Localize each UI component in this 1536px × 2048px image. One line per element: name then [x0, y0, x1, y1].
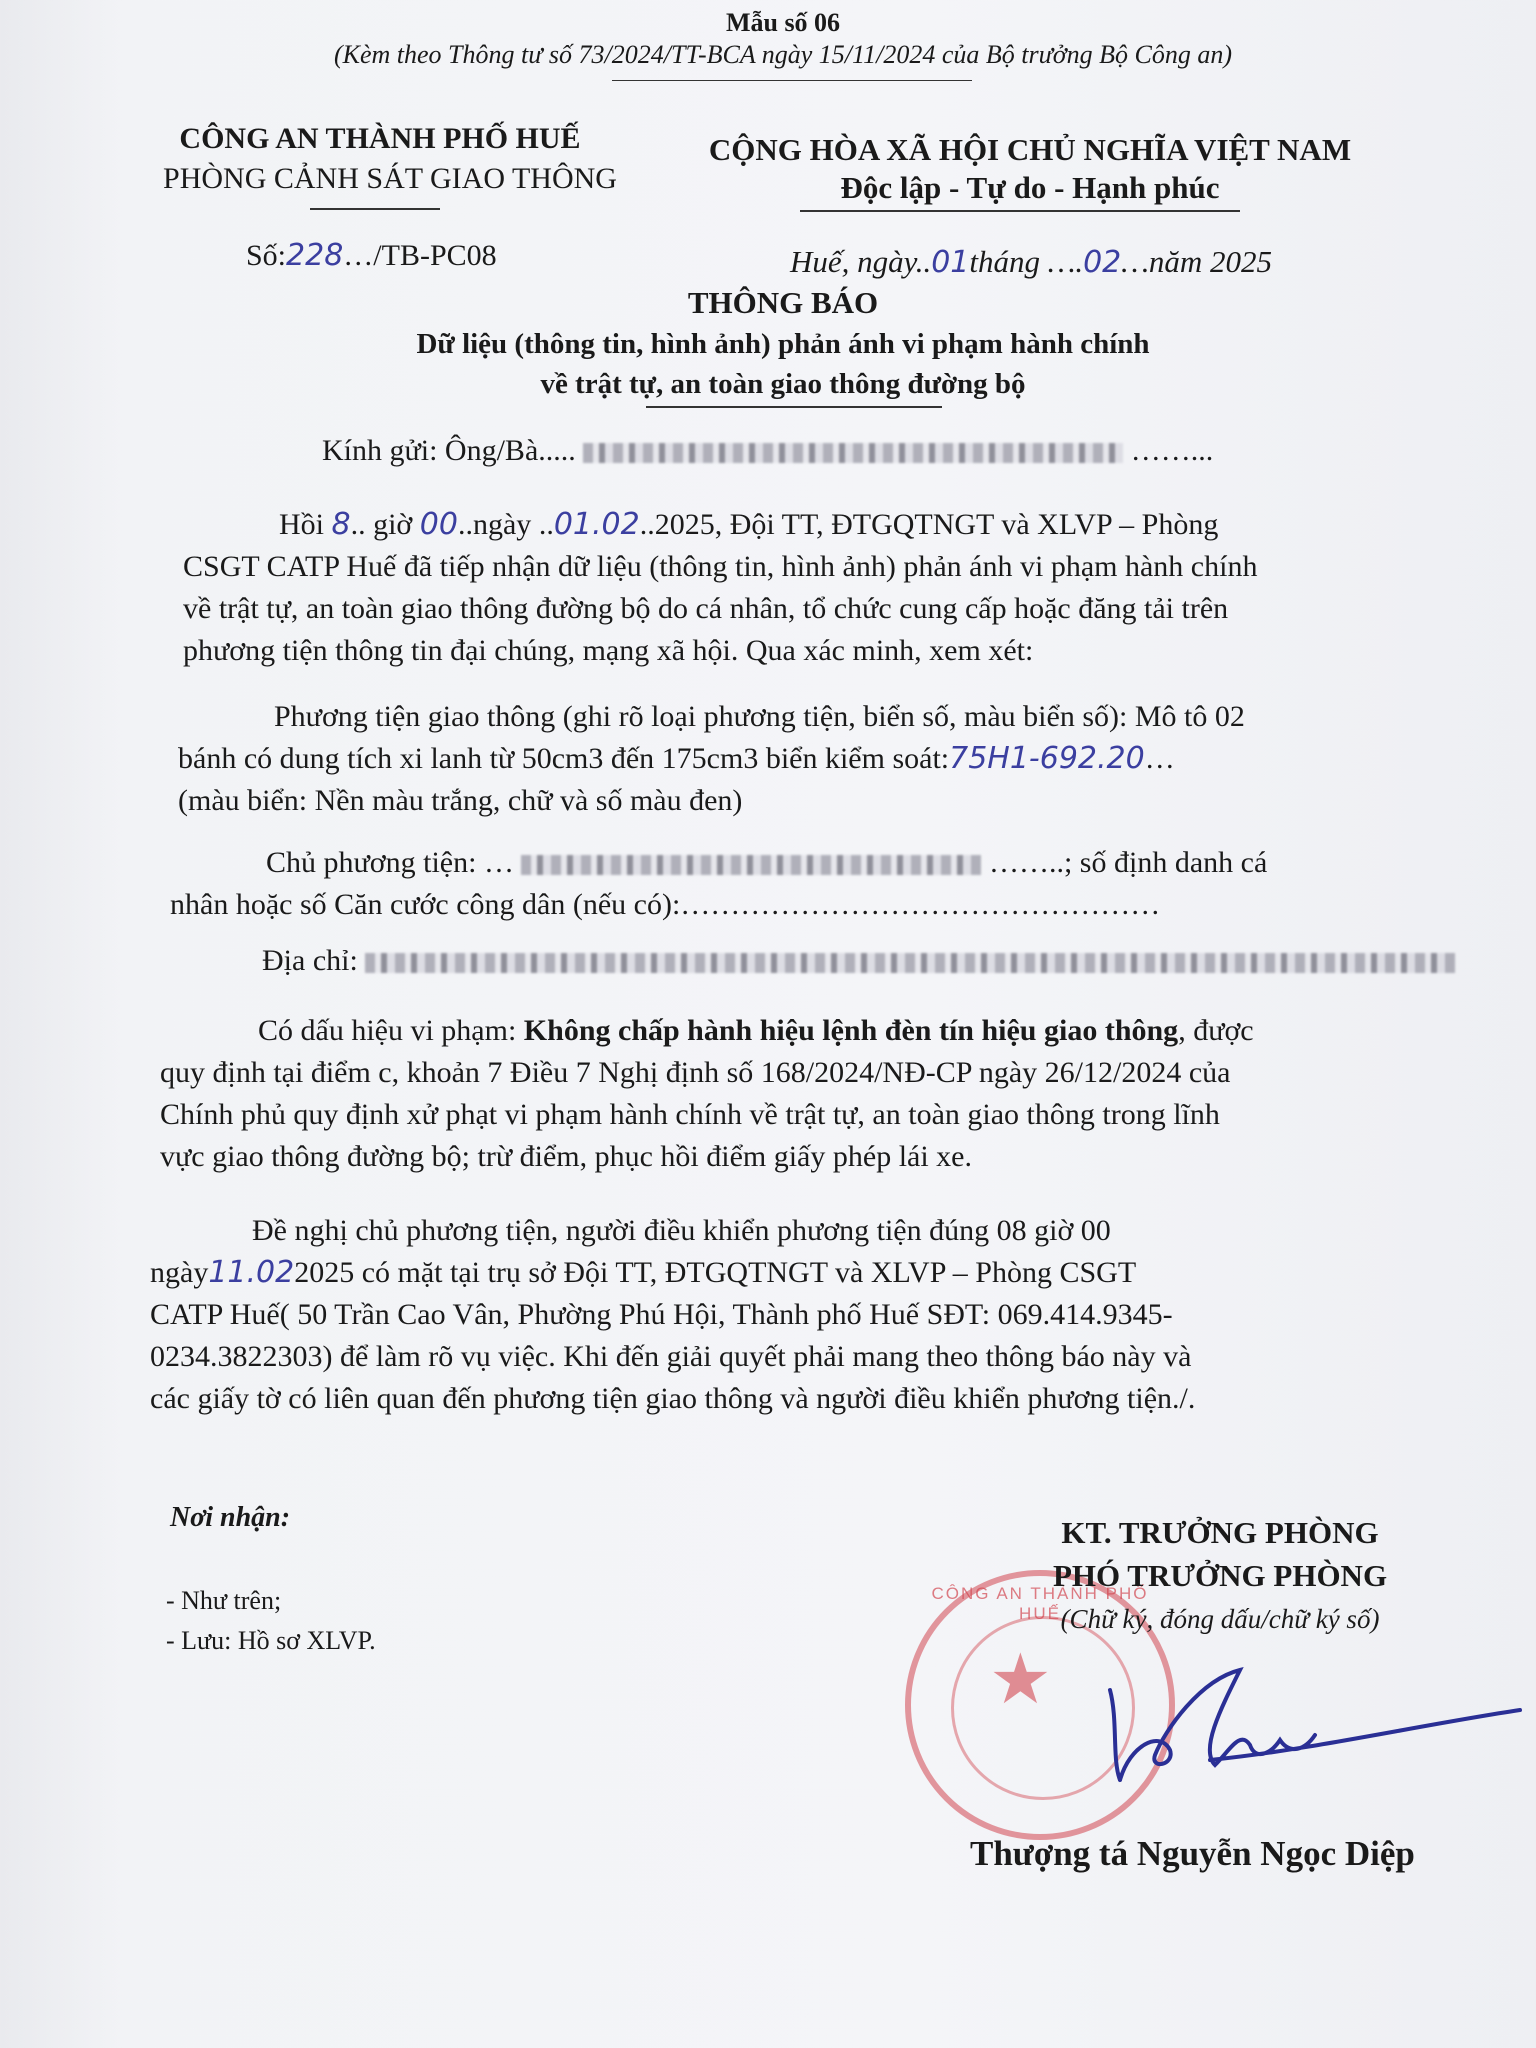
date-month: 02	[1083, 245, 1122, 280]
receivers-item-1: - Như trên;	[166, 1586, 282, 1615]
recipient-trail: ……...	[1130, 434, 1214, 467]
date-day: 01	[931, 245, 970, 280]
r-line1: Đề nghị chủ phương tiện, người điều khiển phương tiện đúng 08 giờ 00	[252, 1214, 1111, 1247]
date-part1: Huế, ngày	[790, 244, 916, 279]
p1-text-d: 2025, Đội TT, ĐTGQTNGT và XLVP – Phòng	[654, 508, 1219, 541]
doc-number-handwritten: 228	[286, 238, 344, 273]
nation-line1: CỘNG HÒA XÃ HỘI CHỦ NGHĨA VIỆT NAM	[708, 132, 1352, 167]
signer-line2: PHÓ TRƯỞNG PHÒNG	[1052, 1558, 1388, 1593]
violation-name: Không chấp hành hiệu lệnh đèn tín hiệu giao thông	[523, 1014, 1179, 1047]
r-text-a: ngày	[150, 1256, 209, 1289]
date-line: Huế, ngày..01tháng ….02…năm 2025	[790, 244, 1272, 280]
owner-line2: nhân hoặc số Căn cước công dân (nếu có):…………………………………………	[170, 888, 1161, 921]
owner-trail: ……..; số định danh cá	[988, 846, 1268, 879]
p2-line1: Phương tiện giao thông (ghi rõ loại phương tiện, biển số, màu biển số): Mô tô 02	[274, 700, 1245, 733]
license-plate: 75H1-692.20	[949, 741, 1145, 776]
paragraph-request	[150, 1210, 1410, 1420]
signer-line1: KT. TRƯỞNG PHÒNG	[1061, 1515, 1379, 1550]
receivers-heading: Nơi nhận:	[170, 1502, 291, 1533]
v-line4: vực giao thông đường bộ; trừ điểm, phục hồi điểm giấy phép lái xe.	[160, 1140, 972, 1173]
date-part2: tháng	[969, 244, 1041, 279]
r-line4: 0234.3822303) để làm rõ vụ việc. Khi đến giải quyết phải mang theo thông báo này và	[150, 1340, 1192, 1373]
v-line1	[160, 1010, 1400, 1052]
paragraph-violation	[160, 1010, 1400, 1178]
p1-line2: CSGT CATP Huế đã tiếp nhận dữ liệu (thông tin, hình ảnh) phản ánh vi phạm hành chính	[183, 550, 1258, 583]
owner-line1	[170, 842, 1380, 884]
doc-title: THÔNG BÁO	[687, 285, 879, 320]
title-underline	[646, 406, 942, 408]
v-line3: Chính phủ quy định xử phạt vi phạm hành chính về trật tự, an toàn giao thông trong lĩnh	[160, 1098, 1220, 1131]
r-line5: các giấy tờ có liên quan đến phương tiện giao thông và người điều khiển phương tiện./.	[150, 1382, 1196, 1415]
owner-label: Chủ phương tiện: …	[266, 846, 514, 879]
nation-underline	[800, 210, 1240, 212]
signer-note: (Chữ ký, đóng dấu/chữ ký số)	[1060, 1604, 1380, 1634]
recipient-line	[322, 434, 1213, 468]
p2-text: bánh có dung tích xi lanh từ 50cm3 đến 175cm3 biển kiểm soát:	[178, 742, 950, 775]
agency-line2: PHÒNG CẢNH SÁT GIAO THÔNG	[163, 162, 617, 195]
p1-hour: 8	[331, 507, 351, 542]
redacted-owner	[521, 855, 981, 875]
p1-date: 01.02	[553, 507, 640, 542]
redacted-recipient	[583, 443, 1123, 463]
form-number: Mẫu số 06	[725, 8, 841, 37]
date-part3: năm 2025	[1148, 244, 1272, 279]
doc-subtitle-1: Dữ liệu (thông tin, hình ảnh) phản ánh vi phạm hành chính	[416, 328, 1150, 360]
doc-number	[246, 238, 497, 273]
r-line3: CATP Huế( 50 Trần Cao Vân, Phường Phú Hội, Thành phố Huế SĐT: 069.414.9345-	[150, 1298, 1173, 1331]
receivers-item-2: - Lưu: Hồ sơ XLVP.	[166, 1626, 376, 1655]
nation-line2: Độc lập - Tự do - Hạnh phúc	[840, 170, 1220, 205]
v-text-a: Có dấu hiệu vi phạm:	[258, 1014, 524, 1047]
appointment-date: 11.02	[208, 1255, 295, 1290]
p1-text-b: giờ	[373, 508, 413, 541]
r-text-b: 2025 có mặt tại trụ sở Đội TT, ĐTGQTNGT và XLVP – Phòng CSGT	[294, 1256, 1137, 1289]
doc-number-suffix: …/TB-PC08	[343, 239, 497, 272]
agency-line1: CÔNG AN THÀNH PHỐ HUẾ	[179, 122, 581, 155]
p1-line3: về trật tự, an toàn giao thông đường bộ do cá nhân, tổ chức cung cấp hoặc đăng tải trên	[183, 592, 1229, 625]
doc-number-prefix: Số:	[246, 239, 287, 272]
recipient-label: Kính gửi: Ông/Bà.....	[322, 434, 576, 467]
agency-underline	[310, 208, 440, 210]
v-line2: quy định tại điểm c, khoản 7 Điều 7 Nghị định số 168/2024/NĐ-CP ngày 26/12/2024 của	[160, 1056, 1231, 1089]
stamp-text: CÔNG AN THÀNH PHỐ HUẾ	[931, 1584, 1149, 1623]
p1-line4: phương tiện thông tin đại chúng, mạng xã hội. Qua xác minh, xem xét:	[183, 634, 1034, 667]
p2-line3: (màu biển: Nền màu trắng, chữ và số màu đen)	[178, 784, 743, 817]
p1-line1: Hồi 8.. giờ 00..ngày ..01.02..2025, Đội TT, ĐTGQTNGT và XLVP – Phòng	[279, 507, 1219, 542]
doc-subtitle-2: về trật tự, an toàn giao thông đường bộ	[540, 368, 1026, 400]
v-text-c: , được	[1178, 1014, 1254, 1047]
paragraph-owner	[170, 842, 1380, 926]
p1-text-a: Hồi	[279, 508, 324, 541]
p1-minute: 00	[419, 507, 458, 542]
address-line	[262, 944, 1455, 978]
header-divider	[612, 80, 972, 81]
signature-icon	[1090, 1650, 1530, 1800]
form-attached-note: (Kèm theo Thông tư số 73/2024/TT-BCA ngày 15/11/2024 của Bộ trưởng Bộ Công an)	[333, 40, 1233, 69]
paragraph-vehicle	[178, 696, 1378, 822]
signer-name: Thượng tá Nguyễn Ngọc Diệp	[970, 1834, 1415, 1873]
r-line2	[150, 1252, 1410, 1294]
redacted-address	[365, 953, 1455, 973]
p2-line2: bánh có dung tích xi lanh từ 50cm3 đến 175cm3 biển kiểm soát:75H1-692.20…	[178, 741, 1175, 776]
paragraph-received	[183, 504, 1378, 672]
star-icon: ★	[989, 1638, 1052, 1720]
address-label: Địa chỉ:	[262, 944, 358, 977]
p1-text-c: ngày	[472, 508, 532, 541]
